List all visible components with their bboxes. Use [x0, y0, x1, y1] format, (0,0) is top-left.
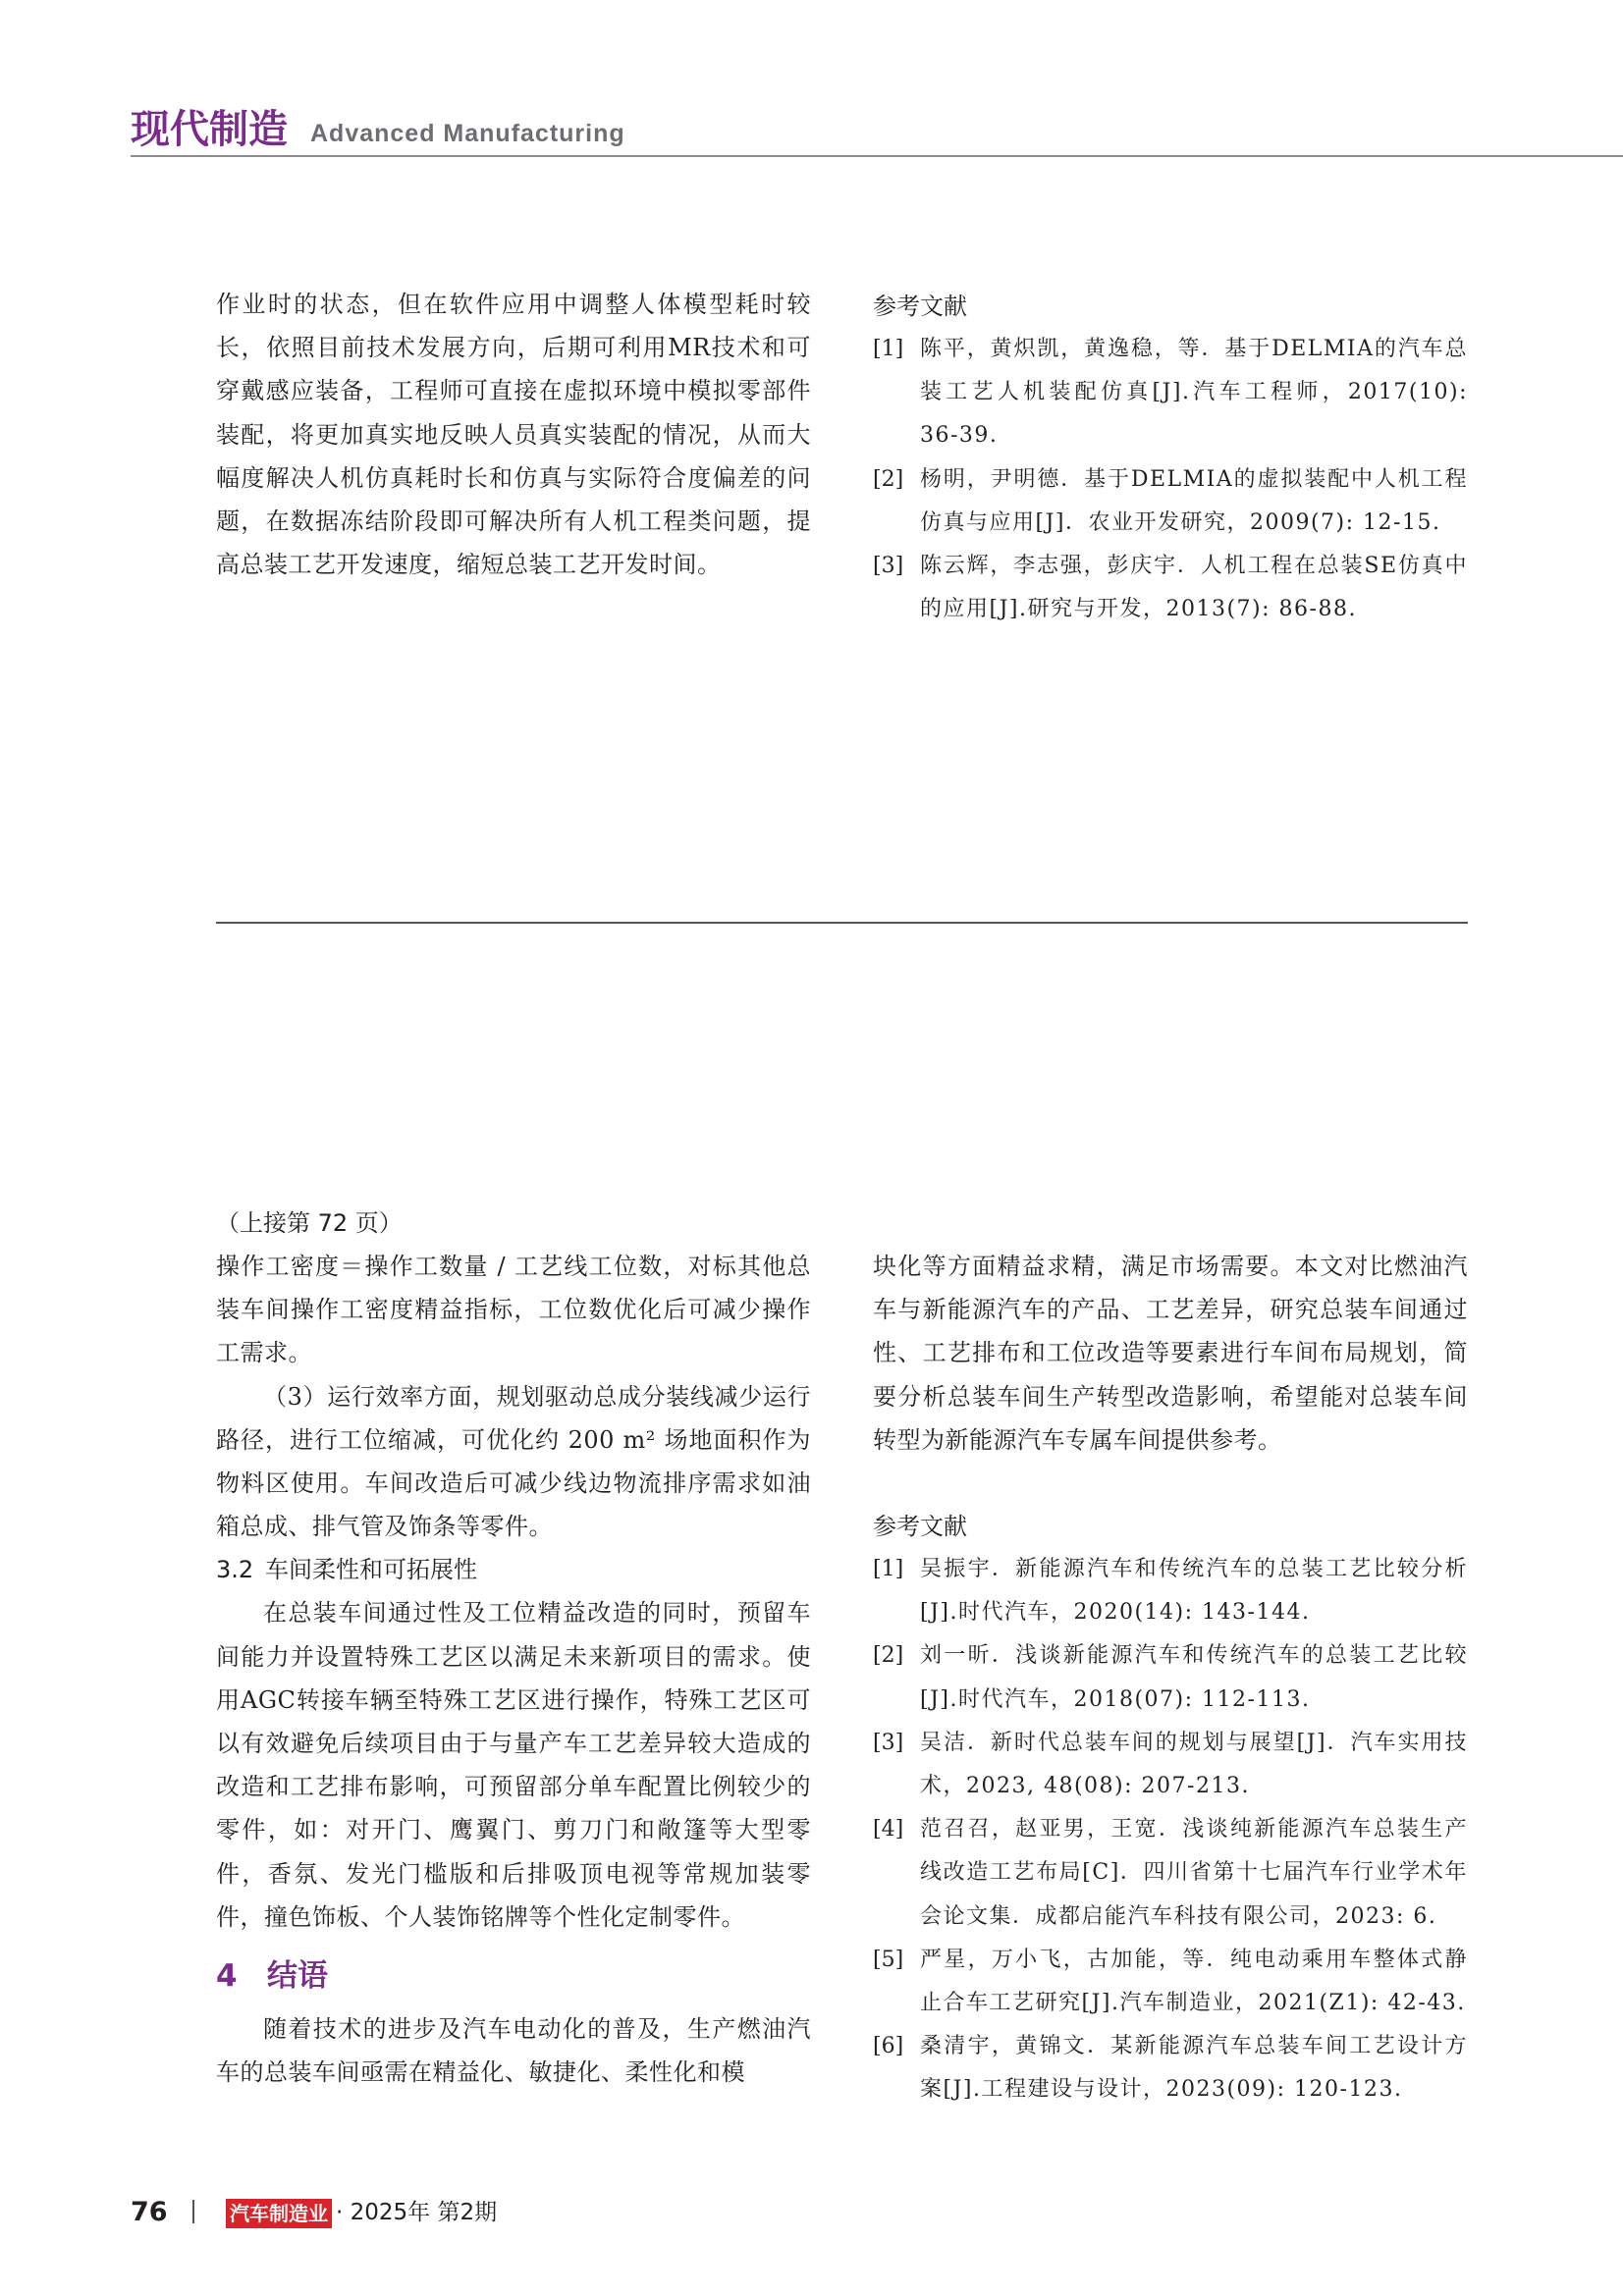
section-title: 车间柔性和可拓展性: [265, 1556, 477, 1584]
top-left-paragraph: 作业时的状态，但在软件应用中调整人体模型耗时较长，依照目前技术发展方向，后期可利用MR技术和可穿戴感应装备，工程师可直接在虚拟环境中模拟零部件装配，将更加真实地反映人员真实装配的情况，从而大幅度解决人机仿真耗时长和仿真与实际符合度偏差的问题，在数据冻结阶段即可解决所有人机工程类问题，提高总装工艺开发速度，缩短总装工艺开发时间。: [216, 291, 811, 579]
reference-number: [1]: [873, 337, 904, 361]
page-number: 76: [131, 2197, 168, 2227]
reference-text: 桑清宇，黄锦文．某新能源汽车总装车间工艺设计方案[J].工程建设与设计，2023(09): 120-123.: [920, 2034, 1468, 2103]
reference-item: [873, 545, 1468, 631]
reference-text: 吴洁．新时代总装车间的规划与展望[J]．汽车实用技术，2023, 48(08): 207-213.: [920, 1730, 1468, 1799]
bottom-references-list: [873, 1548, 1468, 2112]
magazine-logo: 汽车制造业: [226, 2199, 332, 2228]
top-references-list: [873, 328, 1468, 631]
bottom-left-column: [216, 1201, 811, 2094]
body-paragraph: 随着技术的进步及汽车电动化的普及，生产燃油汽车的总装车间亟需在精益化、敏捷化、柔性化和模: [216, 2015, 811, 2087]
reference-number: [3]: [873, 1730, 904, 1755]
chapter-heading: [216, 1947, 811, 2005]
header-divider: [131, 155, 1623, 157]
reference-item: [873, 1808, 1468, 1939]
magazine-section-title: 现代制造: [131, 107, 288, 152]
body-paragraph: 操作工密度＝操作工数量 / 工艺线工位数，对标其他总装车间操作工密度精益指标，工位数优化后可减少操作工需求。: [216, 1253, 811, 1367]
reference-item: [873, 1722, 1468, 1808]
top-right-column: [873, 285, 1468, 631]
reference-item: [873, 1634, 1468, 1721]
section-number: 3.2: [216, 1556, 254, 1584]
bottom-right-column: [873, 1245, 1468, 2112]
reference-item: [873, 1548, 1468, 1634]
magazine-section-subtitle: Advanced Manufacturing: [310, 120, 625, 147]
reference-text: 吴振宇．新能源汽车和传统汽车的总装工艺比较分析[J].时代汽车，2020(14): 143-144.: [920, 1557, 1468, 1626]
reference-number: [2]: [873, 466, 904, 492]
reference-text: 陈云辉，李志强，彭庆宇．人机工程在总装SE仿真中的应用[J].研究与开发，2013(7): 86-88.: [920, 554, 1468, 622]
reference-item: [873, 1939, 1468, 2025]
chapter-number: 4: [216, 1958, 238, 1995]
reference-text: 陈平，黄炽凯，黄逸稳，等．基于DELMIA的汽车总装工艺人机装配仿真[J].汽车工程师，2017(10): 36-39.: [920, 337, 1468, 449]
reference-number: [4]: [873, 1817, 904, 1842]
issue-label: · 2025年 第2期: [336, 2200, 498, 2225]
reference-item: [873, 458, 1468, 545]
continued-from-note: （上接第 72 页）: [216, 1209, 403, 1237]
article-separator: [216, 922, 1468, 924]
body-paragraph: （3）运行效率方面，规划驱动总成分装线减少运行路径，进行工位缩减，可优化约 200 m² 场地面积作为物料区使用。车间改造后可减少线边物流排序需求如油箱总成、排气管及饰条等零件。: [216, 1382, 811, 1541]
reference-number: [6]: [873, 2034, 904, 2059]
reference-number: [2]: [873, 1643, 904, 1669]
reference-text: 刘一昕．浅谈新能源汽车和传统汽车的总装工艺比较[J].时代汽车，2018(07): 112-113.: [920, 1643, 1468, 1712]
reference-number: [5]: [873, 1947, 904, 1972]
top-references-heading: 参考文献: [873, 293, 967, 320]
top-left-column: [216, 283, 811, 586]
reference-number: [3]: [873, 554, 904, 579]
reference-text: 杨明，尹明德．基于DELMIA的虚拟装配中人机工程仿真与应用[J]．农业开发研究，2009(7): 12-15.: [920, 466, 1468, 535]
reference-item: [873, 2025, 1468, 2111]
body-paragraph: 在总装车间通过性及工位精益改造的同时，预留车间能力并设置特殊工艺区以满足未来新项目的需求。使用AGC转接车辆至特殊工艺区进行操作，特殊工艺区可以有效避免后续项目由于与量产车工艺差异较大造成的改造和工艺排布影响，可预留部分单车配置比例较少的零件，如：对开门、鹰翼门、剪刀门和敞篷等大型零件，香氛、发光门槛版和后排吸顶电视等常规加装零件，撞色饰板、个人装饰铭牌等个性化定制零件。: [216, 1599, 811, 1931]
body-paragraph: 块化等方面精益求精，满足市场需要。本文对比燃油汽车与新能源汽车的产品、工艺差异，研究总装车间通过性、工艺排布和工位改造等要素进行车间布局规划，简要分析总装车间生产转型改造影响，希望能对总装车间转型为新能源汽车专属车间提供参考。: [873, 1253, 1468, 1454]
reference-item: [873, 328, 1468, 458]
reference-text: 范召召，赵亚男，王宽．浅谈纯新能源汽车总装生产线改造工艺布局[C]．四川省第十七届汽车行业学术年会论文集．成都启能汽车科技有限公司，2023: 6.: [920, 1817, 1468, 1929]
chapter-title: 结语: [267, 1958, 328, 1995]
bottom-references-heading: 参考文献: [873, 1513, 967, 1541]
section-heading: [216, 1548, 811, 1591]
reference-text: 严星，万小飞，古加能，等．纯电动乘用车整体式静止合车工艺研究[J].汽车制造业，2021(Z1): 42-43.: [920, 1947, 1468, 2016]
footer-divider: [192, 2200, 194, 2223]
reference-number: [1]: [873, 1557, 904, 1582]
